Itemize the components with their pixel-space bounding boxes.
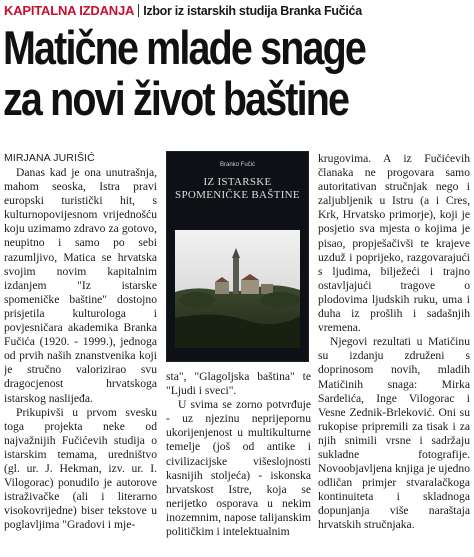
paragraph: Prikupivši u prvom svesku toga projekta neke od najvažnijih Fučićevih studija o istarskim temama, uredništvo (gl. ur. J. Hekman, izv. ur. I. Vilogorac) ponudilo je autorove istraživačke (ali i literarno visokovrijedne) biser tekstove u poglavljima "Gradovi i mje- [4, 405, 157, 532]
book-cover-image [166, 151, 309, 362]
kicker-divider [138, 4, 139, 17]
cover-title-line-2: SPOMENIČKE BAŠTINE [175, 189, 300, 201]
kicker-subtitle: Izbor iz istarskih studija Branka Fučića [143, 4, 362, 18]
kicker [4, 2, 470, 20]
article-column-3 [318, 152, 470, 556]
byline: MIRJANA JURIŠIĆ [4, 152, 95, 164]
cover-title [167, 176, 308, 202]
headline-line-1: Matične mlade snage [3, 21, 366, 74]
paragraph: sta", "Glagoljska baština" te "Ljudi i sveci". [166, 370, 311, 398]
article-column-2 [166, 370, 311, 556]
village-photo [175, 230, 300, 348]
paragraph: U svima se zorno potvrđuje - uz njezinu neprijepornu ukorijenjenost u multikulturne temelje (još od antike i civilizacijske višeslojnosti kasnijih stoljeća) - iskonska hrvatskost Istre, koja se nerijetko osporava u nekim inozemnim, napose talijanskim političkim i intelektualnim [166, 398, 311, 539]
cover-author: Branko Fučić [219, 162, 255, 168]
section-label: KAPITALNA IZDANJA [4, 3, 135, 18]
cover-title-line-1: IZ ISTARSKE [203, 176, 272, 188]
paragraph: krugovima. A iz Fučićevih članaka ne progovara samo autoritativan stručnjak nego i zaljubljenik u Istru (a i Cres, Krk, Hrvatsko primorje), koji je posjetio sva mjesta o kojima je pisao, propješačivši te krajeve uzduž i poprijeko, razgovarajući s ljudima, bilježeći i trajno ostavljajući tragove o plodovima ljudskih ruku, uma i duha iz prošlih i sadašnjih vremena. [318, 152, 470, 335]
article-column-1 [4, 166, 157, 554]
paragraph: Danas kad je ona unutrašnja, mahom seoska, Istra pravi europski turistički hit, s kulturnopovijesnom vrijednošću koju uzimamo zdravo za gotovo, neupitno i samo po sebi razumljivo, Matica se hrvatska svojim novim kapitalnim izdanjem "Iz istarske spomeničke baštine" dostojno prisjetila kulturologa i povjesničara akademika Branka Fučića (1920. - 1999.), jednoga od prvih naših znanstvenika koji je stručno valorizirao svu dragocjenost hrvatskoga istarskog naslijeđa. [4, 166, 157, 405]
headline [3, 22, 398, 124]
headline-line-2: za novi život baštine [3, 72, 349, 125]
paragraph: Njegovi rezultati u Matičinu su izdanju združeni s doprinosom novih, mladih Matičinih snaga: Mirka Sardelića, Inge Vilogorac i Vesne Zednik-Brleković. Oni su rukopise pripremili za tisak i za njih snimili vrsne i sadržaju sukladne fotografije. Novoobjavljena knjiga je ujedno odličan primjer stvaralačkoga kontinuiteta i skladnoga dopunjanja više naraštaja hrvatskih stručnjaka. [318, 335, 470, 532]
